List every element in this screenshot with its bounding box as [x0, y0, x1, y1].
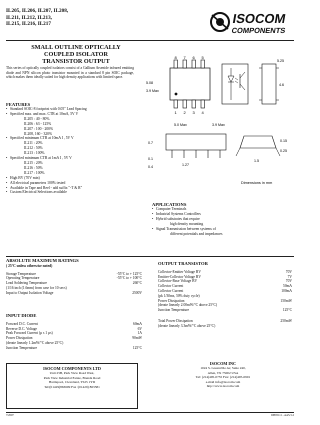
pin-label: 6 — [192, 56, 195, 60]
spec-row: Collector Current 100mA — [158, 288, 292, 293]
title-line: TRANSISTOR OUTPUT — [42, 58, 110, 66]
svg-text:COMPONENTS: COMPONENTS — [230, 26, 287, 35]
feature-item: • Available in Tape and Reel - add suffix "-T & R" — [6, 186, 140, 191]
feature-item: • Custom Electrical Selections available — [6, 190, 140, 195]
feature-item: • High BV (70V min) — [6, 176, 140, 181]
spec-row: Junction Temperature 125°C — [158, 308, 292, 313]
dimensions-caption: Dimensions in mm — [241, 181, 273, 185]
feature-item: IL212 : 50% — [24, 146, 43, 151]
spec-row: Collector Current 50mA — [158, 284, 292, 289]
spec-row: Power Dissipation 150mW — [158, 298, 292, 303]
pin-label: 5 — [201, 56, 204, 60]
part-numbers — [6, 8, 68, 28]
feature-item: IL213 : 100% — [24, 151, 45, 156]
spec-row: Storage Temperature -55°C to + 125°C — [6, 271, 142, 276]
dimension-label: 0.7 — [148, 141, 153, 145]
dimension-label: 5.08 — [146, 81, 153, 85]
dimension-label: 1.27 — [182, 163, 189, 167]
feature-item: IL208, 160 - 320% — [24, 131, 53, 136]
applications-section — [152, 202, 294, 236]
feature-item: IL206 : 63 - 125% — [24, 121, 52, 126]
dimension-label: 1.5 — [254, 159, 259, 163]
chip-top-view — [170, 56, 210, 115]
spec-row: Input to Output Isolation Voltage 2500V — [6, 290, 142, 295]
address-line: Tel:(01429)863609 Fax :(01429) 863581 — [44, 384, 100, 389]
company-address-uk — [6, 363, 138, 409]
spec-row: (derate linearly 1.2mW/°C above 25°C) — [6, 340, 64, 345]
dimension-label: 0.25 — [280, 149, 287, 153]
dimension-label: 0.4 — [148, 165, 153, 169]
spec-row: (derate linearly 3.3mW/°C above 25°C) — [158, 323, 216, 328]
feature-item: IL215 : 20% — [24, 160, 43, 165]
application-item: • Hybrid substrates that require — [152, 217, 294, 222]
feature-item: • All electrical parameters 100% tested — [6, 181, 140, 186]
title-line: COUPLED ISOLATOR — [44, 51, 108, 59]
spec-row: Power Dissipation 90mW — [6, 336, 142, 341]
spec-row: (pk 1/30ms, 50% duty cycle) — [158, 293, 200, 298]
feature-item: • Specified max. and max. CTR at 10mA, 5V V — [6, 112, 140, 117]
email-link[interactable]: e-mail info@isocom.com — [205, 379, 241, 384]
address-line: Unit 25B, Park View Road West, — [49, 371, 95, 376]
input-diode-heading: INPUT DIODE — [6, 313, 37, 318]
features-heading: FEATURES — [6, 102, 31, 107]
input-diode-section — [6, 314, 142, 351]
application-item: different potentials and impedances — [170, 231, 223, 236]
spec-row: Peak Forward Current (µ s 1 µs) 1A — [6, 331, 142, 336]
description: This series of optically coupled isolators consist of a Gallium Arsenide infrared emitting diode and NPN silicon photo transistor mounted in a standard 8 pin SOIC package, which makes them ideally suited for high density applications with limited space. — [6, 66, 134, 80]
abs-max-heading: ABSOLUTE MAXIMUM RATINGS — [6, 258, 79, 263]
company-name: ISOCOM COMPONENTS LTD — [43, 366, 101, 371]
document-title — [6, 44, 146, 66]
address-line: 1024 S. Greenville Av, Suite 240, — [200, 366, 246, 371]
dimension-label: 3.9 Max — [212, 123, 225, 127]
feature-item: • Specified minimum CTR at 1mA I , 5V V — [6, 156, 140, 161]
address-line: Allen, TX 75002 USA — [207, 370, 239, 375]
abs-max-subheading: ( 25°C unless otherwise noted) — [6, 263, 53, 268]
application-item: • Industrial Systems Controllers — [152, 212, 294, 217]
spec-row: Operating Temperature -55°C to + 100°C — [6, 276, 142, 281]
part-numbers-line: IL211, IL212, IL213, — [6, 14, 52, 21]
part-numbers-line: IL215, IL216, IL217 — [6, 21, 51, 28]
output-transistor-section — [158, 262, 292, 329]
title-line: SMALL OUTLINE OPTICALLY — [31, 44, 121, 51]
application-item: high density mounting — [170, 221, 204, 226]
features-list — [6, 107, 140, 195]
website-link[interactable]: http://www.isocom.com — [206, 384, 240, 389]
footer-date: 7/2007 — [6, 414, 14, 417]
spec-row: (derate linearly 2.00mW/°C above 25°C) — [158, 303, 218, 308]
spec-row: Lead Soldering Temperature 260°C — [6, 281, 142, 286]
application-item: • Signal Transmission between systems of — [152, 227, 294, 232]
address-line: Tel: (214)495-0755 Fax: (214)495-0901 — [195, 375, 251, 380]
feature-item: IL207 : 100 - 200% — [24, 126, 54, 131]
header-divider — [6, 40, 294, 41]
absolute-max-ratings — [6, 259, 142, 296]
address-line: Park View Industrial Estate, Brenda Road — [43, 375, 101, 380]
output-transistor-heading: OUTPUT TRANSISTOR — [158, 261, 208, 266]
chip-end-view — [236, 136, 287, 163]
spec-row: Total Power Dissipation 250mW — [158, 318, 292, 323]
pin-label: 4 — [201, 110, 204, 115]
dimension-label: 3.9 Max — [146, 89, 159, 93]
section-divider — [6, 256, 294, 257]
package-diagram — [146, 56, 296, 196]
pin-label: 2 — [183, 110, 186, 115]
pin-label: 3 — [192, 110, 195, 115]
applications-heading: APPLICATIONS — [152, 202, 187, 207]
feature-item: • Specified minimum CTR at 10mA I , 5V V — [6, 136, 140, 141]
address-line: Hartlepool, Cleveland, TS25 1YD — [48, 380, 96, 385]
isocom-logo — [209, 6, 293, 38]
feature-item: IL211 : 20% — [24, 141, 43, 146]
footer-doc-code: DB95111 - AAS/1.2 — [271, 414, 294, 417]
spec-row: (1/16 inch (1.6mm) from case for 10 secs) — [6, 285, 67, 290]
dimension-label: 5.0 Max — [174, 123, 187, 127]
feature-item: IL216 : 50% — [24, 165, 43, 170]
features-section — [6, 102, 140, 195]
pin-label: 1 — [174, 110, 177, 115]
application-item: • Computer Terminals — [152, 207, 294, 212]
spec-row: Junction Temperature 125°C — [6, 345, 142, 350]
dimension-label: 0.1 — [148, 157, 153, 161]
dimension-label: 4.6 — [279, 83, 284, 87]
dimension-label: 0.15 — [280, 139, 287, 143]
schematic-symbol — [222, 64, 248, 104]
feature-item: IL205 : 40 - 80% — [24, 116, 50, 121]
spec-row: Reverse D.C. Voltage 6V — [6, 326, 142, 331]
company-address-us — [160, 362, 286, 388]
applications-list — [152, 207, 294, 236]
feature-item: IL217 : 100% — [24, 170, 45, 175]
pin-label: 7 — [183, 56, 186, 60]
spec-row: Emitter-Collector Voltage BV 7V — [158, 274, 292, 279]
spec-row: Collector-Base Voltage BV 70V — [158, 279, 292, 284]
feature-item: • Standard SOIC-8 footprint with 0.05" Lead Spacing — [6, 107, 140, 112]
pin-label: 8 — [174, 56, 177, 60]
chip-side-view — [259, 59, 284, 104]
spec-row: Collector-Emitter Voltage BV 70V — [158, 269, 292, 274]
dimension-label: 5.25 — [277, 59, 284, 63]
spec-row: Forward D.C. Current 60mA — [6, 321, 142, 326]
part-numbers-line: IL205, IL206, IL207, IL208, — [6, 8, 69, 14]
svg-text:ISOCOM: ISOCOM — [231, 11, 287, 26]
company-name: ISOCOM INC — [209, 361, 237, 366]
footer-divider — [6, 412, 294, 413]
chip-profile-view — [148, 134, 226, 169]
